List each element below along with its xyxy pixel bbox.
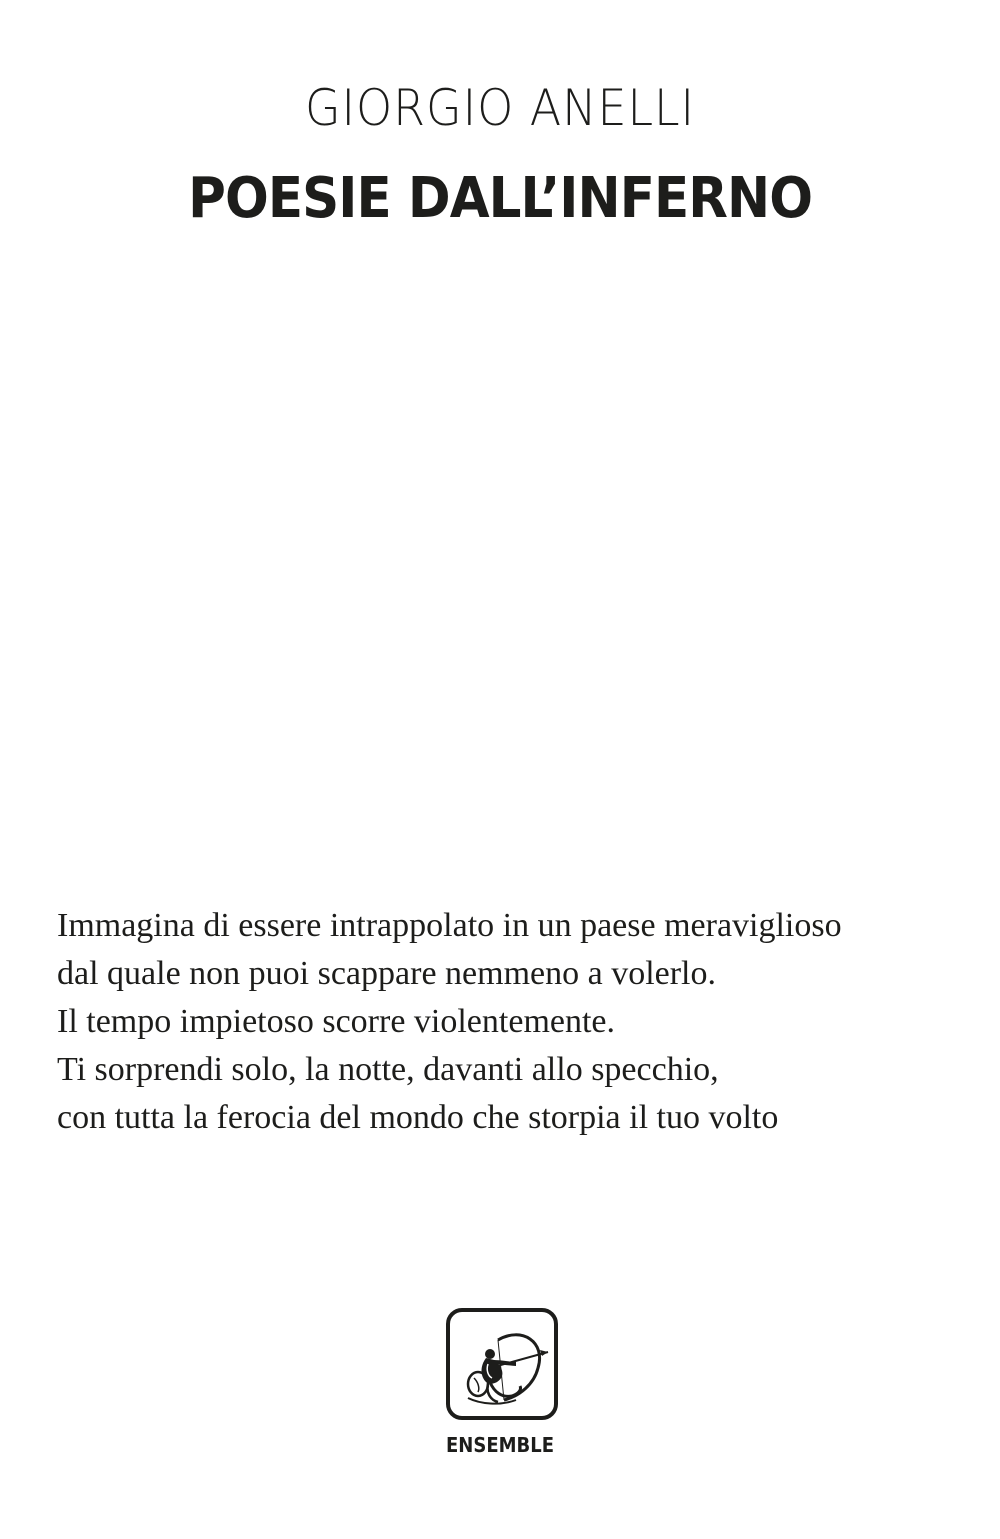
blurb-line: Il tempo impietoso scorre violentemente.	[57, 1003, 616, 1040]
blurb-line: dal quale non puoi scappare nemmeno a volerlo.	[57, 955, 716, 992]
archer-centaur-icon	[450, 1312, 554, 1416]
publisher-logo	[446, 1308, 558, 1420]
blurb-line: Ti sorprendi solo, la notte, davanti allo specchio,	[57, 1051, 719, 1088]
book-title: POESIE DALL’INFERNO	[188, 166, 812, 231]
blurb-line: Immagina di essere intrappolato in un paese meraviglioso	[57, 907, 842, 944]
blurb-line: con tutta la ferocia del mondo che storpia il tuo volto	[57, 1099, 779, 1136]
cover-blurb	[57, 902, 957, 1142]
author-name: GIORGIO ANELLI	[304, 79, 696, 137]
publisher-name: ENSEMBLE	[445, 1433, 555, 1457]
